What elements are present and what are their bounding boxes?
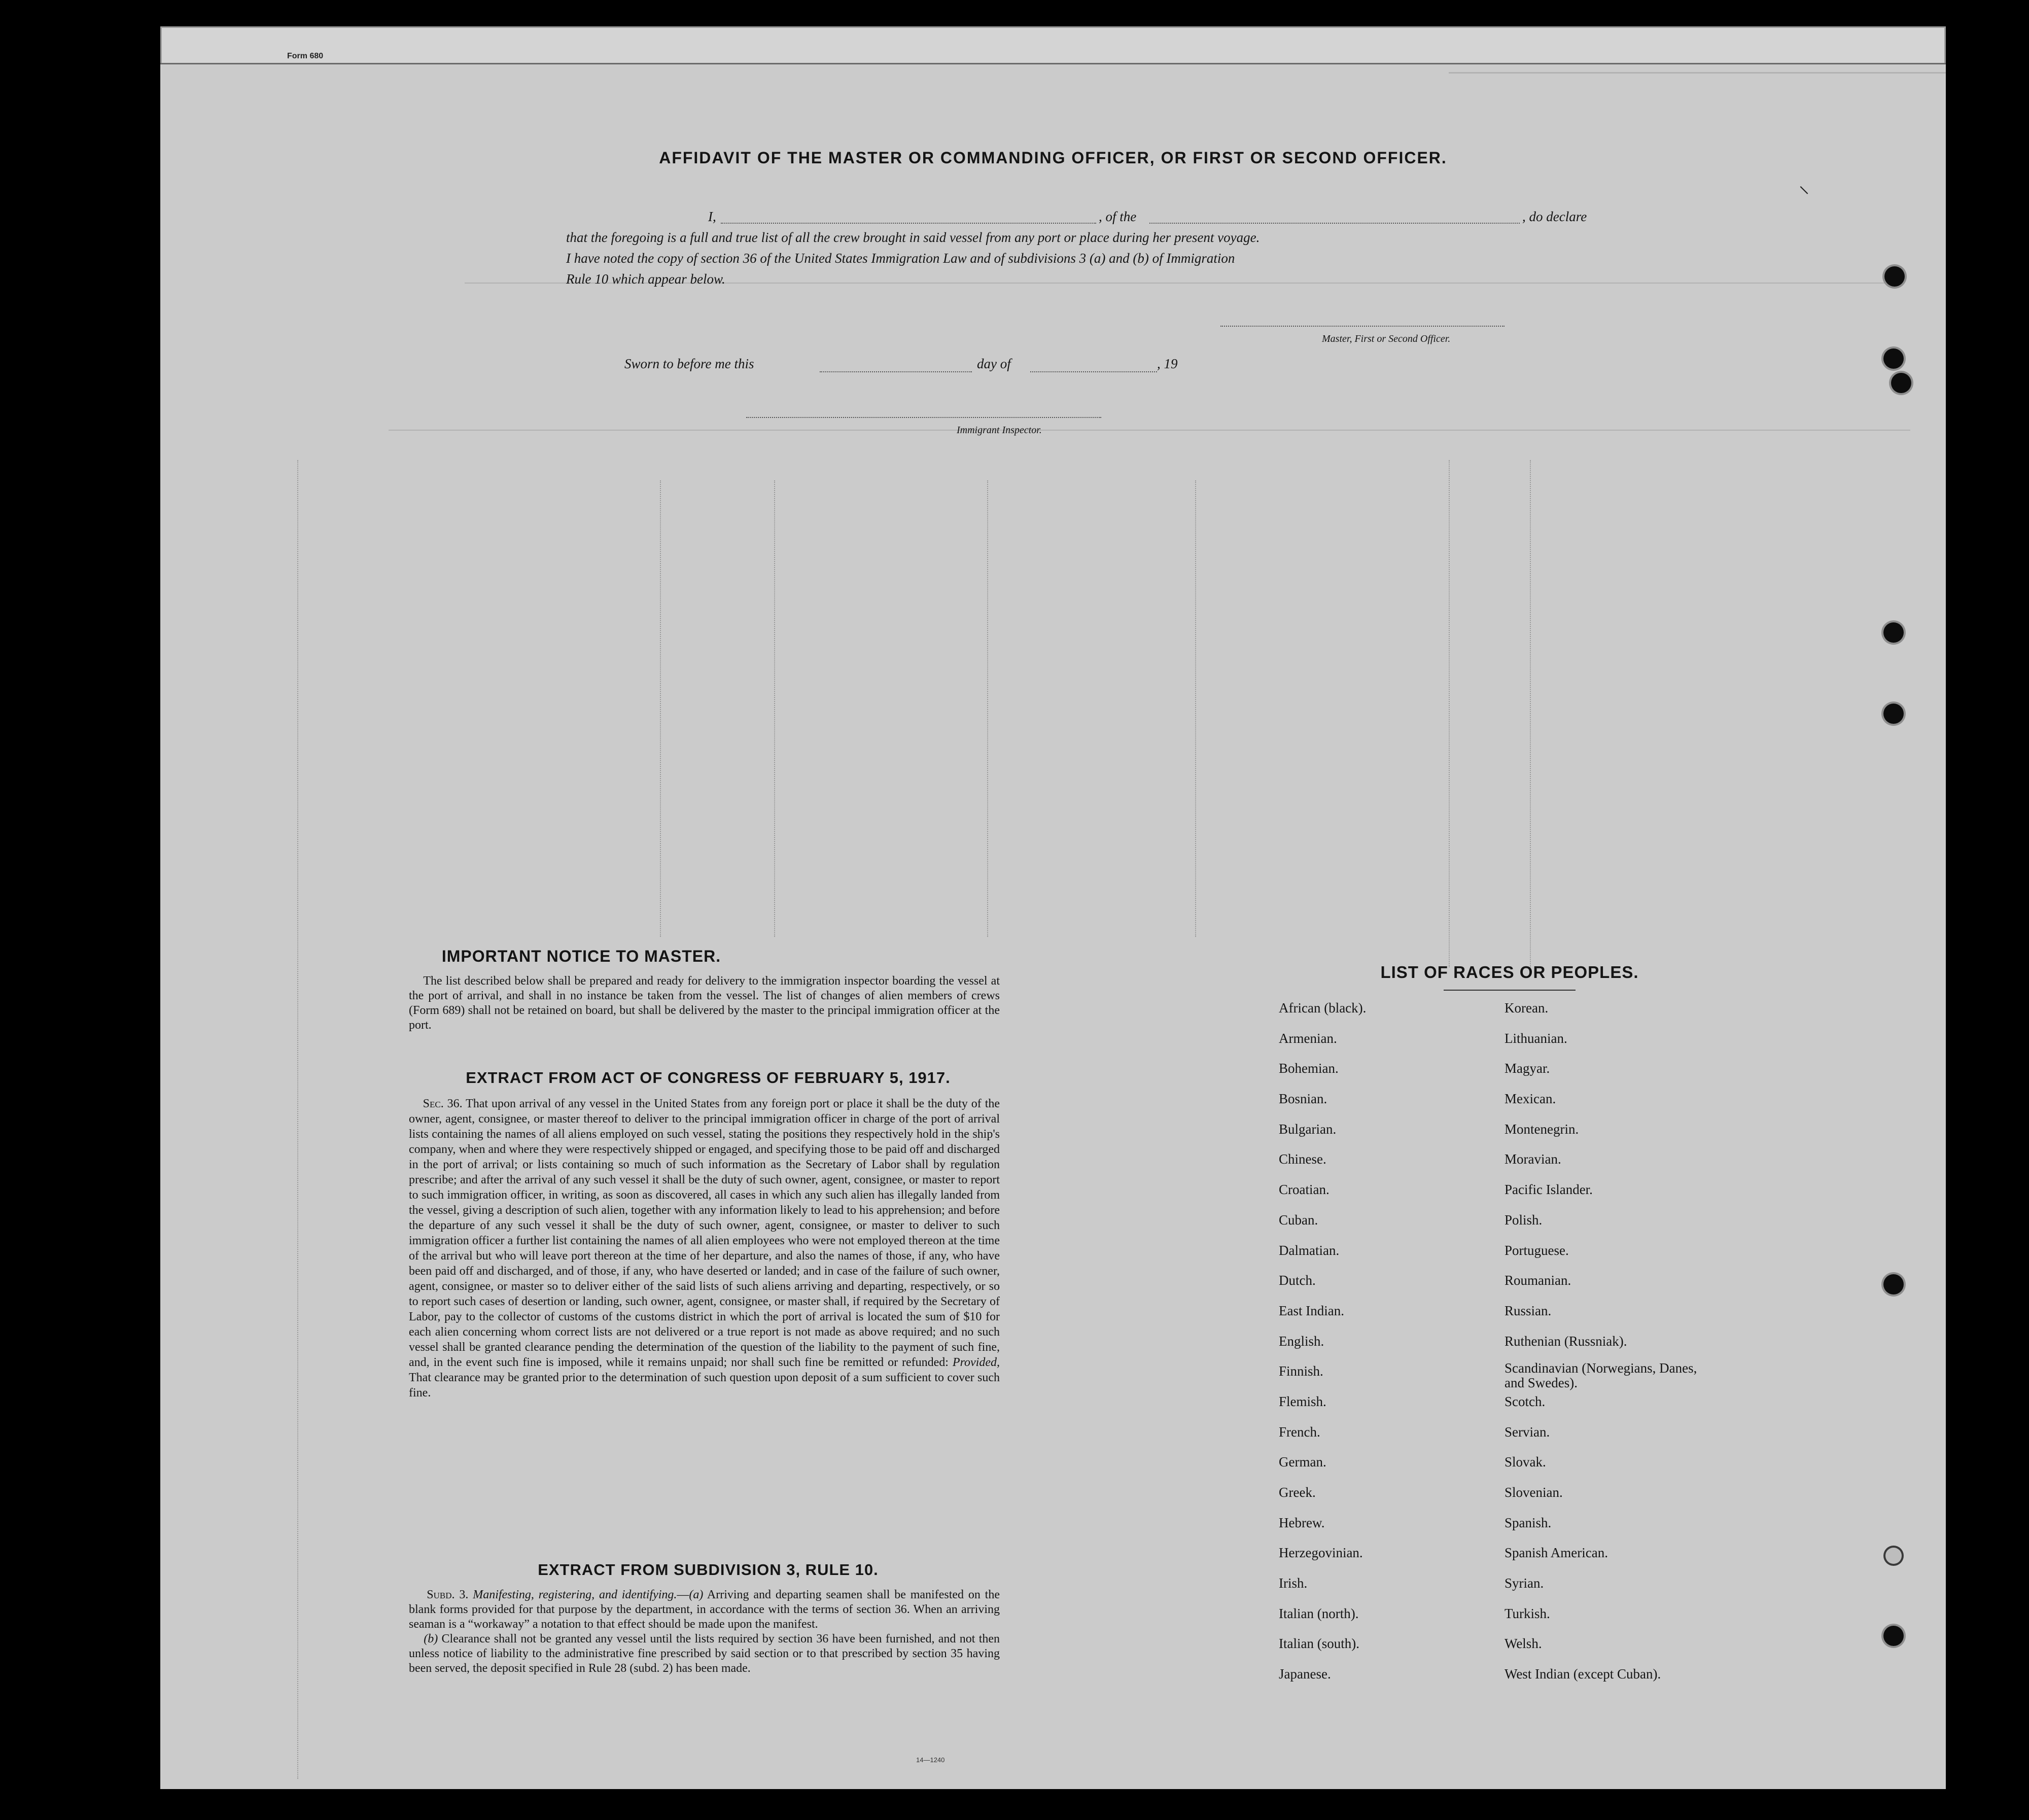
race-item: Korean.	[1505, 1000, 1549, 1016]
race-item: Montenegrin.	[1505, 1121, 1579, 1137]
year-label: , 19	[1157, 356, 1178, 371]
act-text	[409, 1096, 1000, 1401]
punch-hole-icon	[1891, 373, 1911, 393]
punch-hole-icon	[1883, 1546, 1904, 1566]
notice-text	[409, 974, 1000, 1033]
affidavit-text	[566, 206, 1733, 290]
race-item: Magyar.	[1505, 1061, 1550, 1076]
races-left-column	[1279, 998, 1366, 1694]
affidavit-i-label: I,	[708, 209, 716, 224]
ghost-column-line	[987, 480, 988, 937]
name-blank[interactable]	[721, 223, 1096, 224]
race-item: Pacific Islander.	[1505, 1182, 1593, 1198]
subdivision-label: Subd. 3.	[427, 1588, 469, 1601]
sworn-line	[624, 356, 1284, 376]
race-item: Lithuanian.	[1505, 1030, 1567, 1046]
punch-hole-icon	[1883, 622, 1904, 643]
sworn-day-blank[interactable]	[820, 371, 972, 372]
race-item: Greek.	[1279, 1485, 1316, 1500]
race-item: Spanish American.	[1505, 1545, 1608, 1561]
subdivision-a-text: Arriving and departing seamen shall be manifested on the blank forms provided for that purpose by the department, in accordance with the terms of section 36. When an arriving seaman is a “workaway” a notation to that effect should be made upon the manifest.	[409, 1588, 1000, 1631]
race-item: East Indian.	[1279, 1303, 1344, 1318]
affidavit-blanks-line	[566, 206, 1733, 227]
act-title: EXTRACT FROM ACT OF CONGRESS OF FEBRUARY 5, 1917.	[466, 1069, 951, 1087]
notice-body: The list described below shall be prepared and ready for delivery to the immigration inspector boarding the vessel at the port of arrival, and shall in no instance be taken from the vessel. The list of changes of alien members of crews (Form 689) shall not be retained on board, but shall be delivered by the master to the principal immigration officer at the port.	[409, 974, 1000, 1032]
race-item: English.	[1279, 1333, 1324, 1349]
sworn-month-blank[interactable]	[1030, 371, 1157, 372]
race-item: Dalmatian.	[1279, 1242, 1340, 1258]
punch-hole-icon	[1883, 1274, 1904, 1294]
race-item: Ruthenian (Russniak).	[1505, 1333, 1627, 1349]
race-item: French.	[1279, 1424, 1320, 1440]
race-item: Cuban.	[1279, 1212, 1318, 1228]
subdivision-b-text: Clearance shall not be granted any vessel until the lists required by section 36 have been furnished, and not then unless notice of liability to the administrative fine prescribed by said section or to that prescribed by section 35 having been served, the deposit specified in Rule 28 (subd. 2) has been made.	[409, 1632, 1000, 1675]
race-item: Polish.	[1505, 1212, 1543, 1228]
race-item: Spanish.	[1505, 1515, 1552, 1530]
subdivision-text	[409, 1588, 1000, 1676]
race-item: Russian.	[1505, 1303, 1552, 1318]
master-signature-caption: Master, First or Second Officer.	[1322, 333, 1451, 344]
race-item: Herzegovinian.	[1279, 1545, 1363, 1561]
ghost-rule	[1449, 72, 1946, 74]
race-item: Bosnian.	[1279, 1091, 1327, 1107]
race-item: Welsh.	[1505, 1636, 1542, 1652]
ghost-column-line	[1530, 460, 1531, 967]
race-item: Mexican.	[1505, 1091, 1556, 1107]
act-proviso-label: Provided,	[952, 1356, 1000, 1369]
ghost-column-line	[297, 460, 298, 1779]
race-item: Italian (south).	[1279, 1636, 1359, 1652]
race-item: Moravian.	[1505, 1151, 1561, 1167]
races-title: LIST OF RACES OR PEOPLES.	[1380, 963, 1639, 982]
affidavit-title: AFFIDAVIT OF THE MASTER OR COMMANDING OFFICER, OR FIRST OR SECOND OFFICER.	[659, 149, 1447, 167]
sworn-label: Sworn to before me this	[624, 356, 754, 371]
affidavit-line: Rule 10 which appear below.	[566, 271, 725, 287]
race-item: Croatian.	[1279, 1182, 1330, 1198]
pen-mark: ⸌	[1799, 183, 1810, 206]
subdivision-a-label: (a)	[689, 1588, 704, 1601]
race-item: Italian (north).	[1279, 1605, 1359, 1621]
punch-hole-icon	[1883, 1626, 1904, 1646]
race-item: Slovenian.	[1505, 1485, 1563, 1500]
race-item: Chinese.	[1279, 1151, 1326, 1167]
subdivision-heading: Manifesting, registering, and identifying.	[473, 1588, 677, 1601]
affidavit-line: that the foregoing is a full and true list of all the crew brought in said vessel from any port or place during her present voyage.	[566, 230, 1260, 245]
subdivision-a: Subd. 3. Manifesting, registering, and identifying.—(a) Arriving and departing seamen shall be manifested on the blank forms provided for that purpose by the department, in accordance with the terms of section 36. When an arriving seaman is a “workaway” a notation to that effect should be made upon the manifest.	[409, 1588, 1000, 1631]
form-number: Form 680	[287, 52, 324, 60]
subdivision-b	[409, 1632, 1000, 1676]
race-item: Japanese.	[1279, 1666, 1331, 1682]
races-right-column	[1505, 998, 1718, 1694]
inspector-signature-line[interactable]	[746, 417, 1101, 418]
affidavit-declare-label: , do declare	[1522, 209, 1587, 224]
race-item: Dutch.	[1279, 1273, 1316, 1288]
race-item: Servian.	[1505, 1424, 1550, 1440]
race-item: Finnish.	[1279, 1363, 1323, 1379]
inspector-signature-caption: Immigrant Inspector.	[957, 425, 1042, 436]
act-body: That upon arrival of any vessel in the United States from any foreign port or place it shall be the duty of the owner, agent, consignee, or master thereof to deliver to the principal immigration officer in charge of the port of arrival lists containing the names of all aliens employed on such vessel, stating the positions they respectively hold in the ship's company, when and where they were respectively shipped or engaged, and specifying those to be paid off and discharged in the port of arrival; or lists containing so much of such information as the Secretary of Labor shall by regulation prescribe; and after the arrival of any such vessel it shall be the duty of such owner, agent, consignee, or master to report to such immigration officer, in writing, as soon as discovered, all cases in which any such alien has illegally landed from the vessel, giving a description of such alien, together with any information likely to lead to his apprehension; and before the departure of any such vessel it shall be the duty of such owner, agent, consignee, or master to deliver to such immigration officer a further list containing the names of all alien employees who were not employed thereon at the time of the arrival but who will leave port thereon at the time of her departure, and also the names of those, if any, who have been paid off and discharged, and of those, if any, who have deserted or landed; and in case of the failure of such owner, agent, consignee, or master so to deliver either of the said lists of such aliens arriving and departing, respectively, or so to report such cases of desertion or landing, such owner, agent, consignee, or master shall, if required by the Secretary of Labor, pay to the collector of customs of the customs district in which the port of arrival is located the sum of $10 for each alien concerning whom correct lists are not delivered or a true report is not made as above required; and no such vessel shall be granted clearance pending the determination of the question of the liability to the payment of such fine, and, in the event such fine is imposed, while it remains unpaid; nor shall such fine be remitted or refunded:	[409, 1097, 1000, 1369]
race-item: Scandinavian (Norwegians, Danes, and Swedes).	[1505, 1360, 1697, 1391]
affidavit-of-the-label: , of the	[1099, 209, 1137, 224]
race-item: Irish.	[1279, 1576, 1308, 1591]
race-item: Bulgarian.	[1279, 1121, 1337, 1137]
races-title-rule	[1444, 990, 1576, 991]
day-of-label: day of	[977, 356, 1011, 371]
race-item: Bohemian.	[1279, 1061, 1339, 1076]
race-item: Slovak.	[1505, 1454, 1546, 1470]
master-signature-line[interactable]	[1220, 326, 1505, 327]
subdivision-title: EXTRACT FROM SUBDIVISION 3, RULE 10.	[538, 1561, 879, 1579]
race-item: Hebrew.	[1279, 1515, 1325, 1530]
manifest-page	[160, 63, 1946, 1789]
ghost-rule	[389, 430, 1910, 431]
race-item: Scotch.	[1505, 1393, 1546, 1409]
ghost-column-line	[660, 480, 661, 937]
document-sheet	[160, 26, 1946, 1789]
ghost-column-line	[774, 480, 775, 937]
race-item: Syrian.	[1505, 1576, 1544, 1591]
vessel-blank[interactable]	[1149, 223, 1520, 224]
race-item: German.	[1279, 1454, 1326, 1470]
act-proviso-text: That clearance may be granted prior to the determination of such question upon deposit of a sum sufficient to cover such fine.	[409, 1371, 1000, 1399]
notice-title: IMPORTANT NOTICE TO MASTER.	[441, 947, 721, 965]
race-item: African (black).	[1279, 1000, 1367, 1016]
race-item: Armenian.	[1279, 1030, 1337, 1046]
ghost-column-line	[1449, 460, 1450, 967]
punch-hole-icon	[1884, 266, 1905, 287]
ghost-column-line	[1195, 480, 1196, 937]
race-item: Portuguese.	[1505, 1242, 1569, 1258]
form-code: 14—1240	[916, 1756, 945, 1764]
subdivision-b-label: (b)	[424, 1632, 438, 1646]
punch-hole-icon	[1883, 704, 1904, 724]
race-item: Turkish.	[1505, 1605, 1550, 1621]
race-item: Flemish.	[1279, 1393, 1326, 1409]
race-item: West Indian (except Cuban).	[1505, 1666, 1661, 1682]
race-item: Roumanian.	[1505, 1273, 1571, 1288]
punch-hole-icon	[1883, 348, 1904, 369]
affidavit-line: I have noted the copy of section 36 of the United States Immigration Law and of subdivisions 3 (a) and (b) of Immigration	[566, 251, 1235, 266]
act-section-label: Sec. 36.	[423, 1097, 463, 1110]
